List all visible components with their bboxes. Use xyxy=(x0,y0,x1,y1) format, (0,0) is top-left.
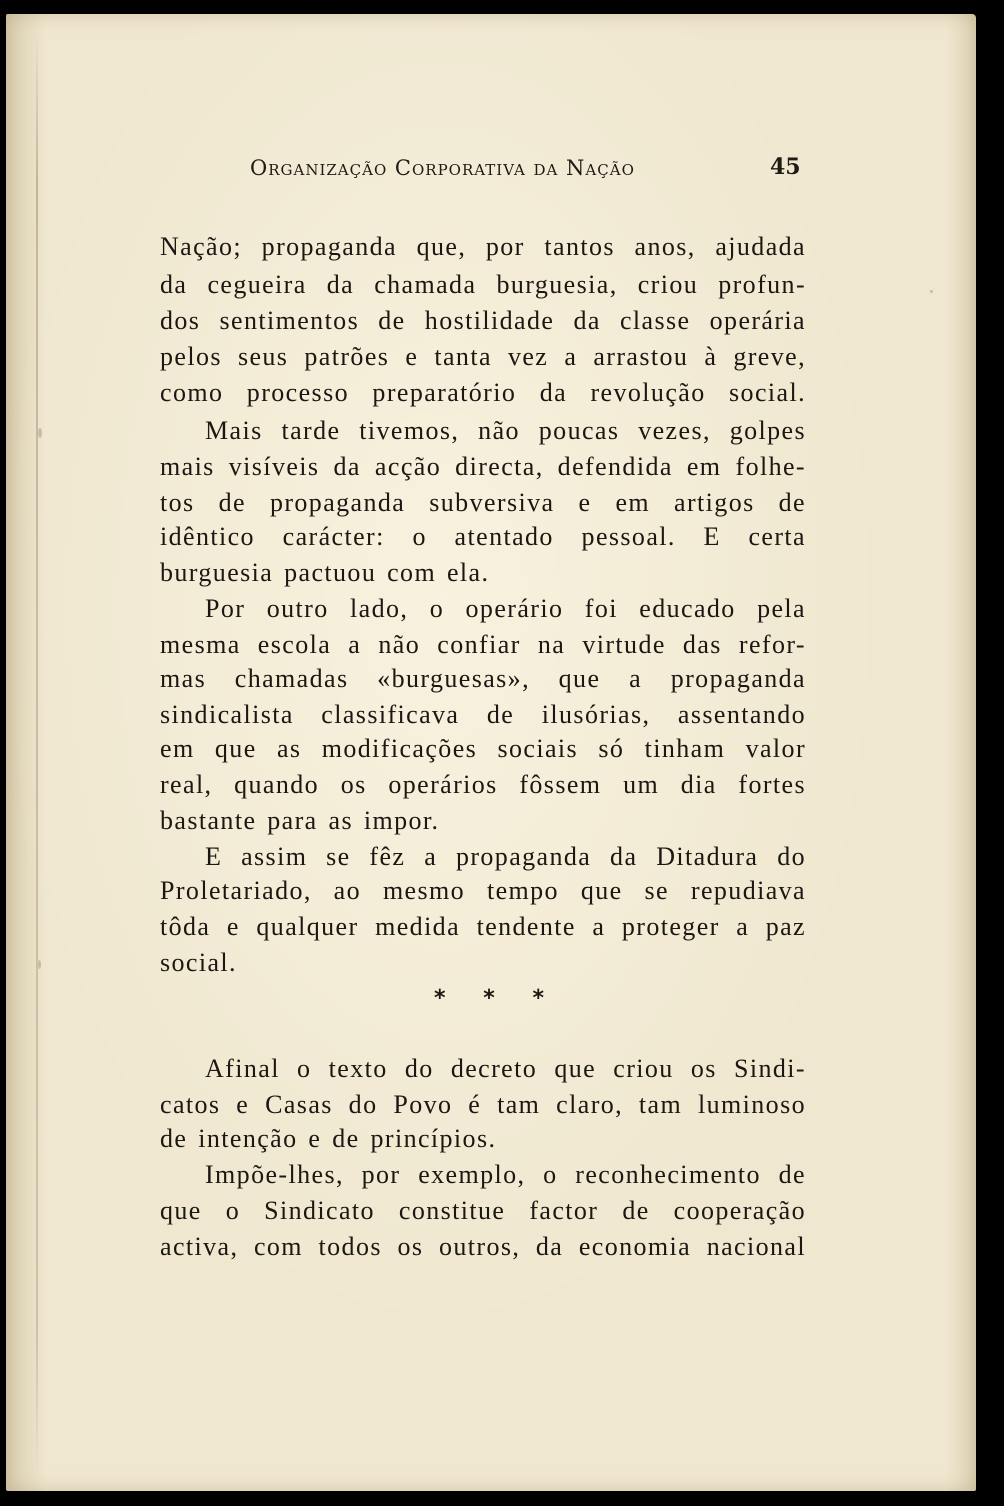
text-line: como processo preparatório da revolução social. xyxy=(160,378,806,407)
paper-blemish xyxy=(38,428,42,438)
text-line: que o Sindicato constitue factor de cooperação xyxy=(160,1196,806,1225)
text-line: em que as modificações sociais só tinham valor xyxy=(160,734,806,763)
text-line: de intenção e de princípios. xyxy=(160,1124,497,1153)
text-line: social. xyxy=(160,948,237,977)
page-number: 45 xyxy=(770,154,801,180)
paper-blemish xyxy=(930,290,933,293)
text-line: dos sentimentos de hostilidade da classe operária xyxy=(160,306,806,335)
text-line: tos de propaganda subversiva e em artigos de xyxy=(160,488,806,517)
text-line: mesma escola a não confiar na virtude das refor- xyxy=(160,630,806,659)
text-line: Afinal o texto do decreto que criou os Sindi- xyxy=(205,1054,806,1083)
running-head-title: Organização Corporativa da Nação xyxy=(250,156,635,180)
text-line: Por outro lado, o operário foi educado pela xyxy=(205,594,806,623)
text-line: tôda e qualquer medida tendente a proteger a paz xyxy=(160,912,806,941)
asterisk: * xyxy=(532,986,544,1011)
text-line: E assim se fêz a propaganda da Ditadura do xyxy=(205,842,806,871)
text-line: da cegueira da chamada burguesia, criou profun- xyxy=(160,270,806,299)
page-gutter xyxy=(36,34,38,1474)
text-line: Proletariado, ao mesmo tempo que se repudiava xyxy=(160,876,806,905)
section-break-asterisks xyxy=(434,986,544,1011)
text-line: Nação; propaganda que, por tantos anos, ajudada xyxy=(160,232,806,261)
text-line: catos e Casas do Povo é tam claro, tam luminoso xyxy=(160,1090,806,1119)
text-line: sindicalista classificava de ilusórias, assentando xyxy=(160,700,806,729)
text-line: real, quando os operários fôssem um dia fortes xyxy=(160,770,806,799)
text-line: Mais tarde tivemos, não poucas vezes, golpes xyxy=(205,416,806,445)
text-line: mais visíveis da acção directa, defendida em folhe- xyxy=(160,452,806,481)
paper-blemish xyxy=(38,960,41,969)
text-line: bastante para as impor. xyxy=(160,806,440,835)
text-line: idêntico carácter: o atentado pessoal. E certa xyxy=(160,522,806,551)
text-line: Impõe-lhes, por exemplo, o reconhecimento de xyxy=(205,1160,806,1189)
text-line: burguesia pactuou com ela. xyxy=(160,558,490,587)
text-line: mas chamadas «burguesas», que a propaganda xyxy=(160,664,806,693)
asterisk: * xyxy=(434,986,446,1011)
text-line: pelos seus patrões e tanta vez a arrastou à greve, xyxy=(160,342,806,371)
text-line: activa, com todos os outros, da economia nacional xyxy=(160,1232,806,1261)
asterisk: * xyxy=(483,986,495,1011)
